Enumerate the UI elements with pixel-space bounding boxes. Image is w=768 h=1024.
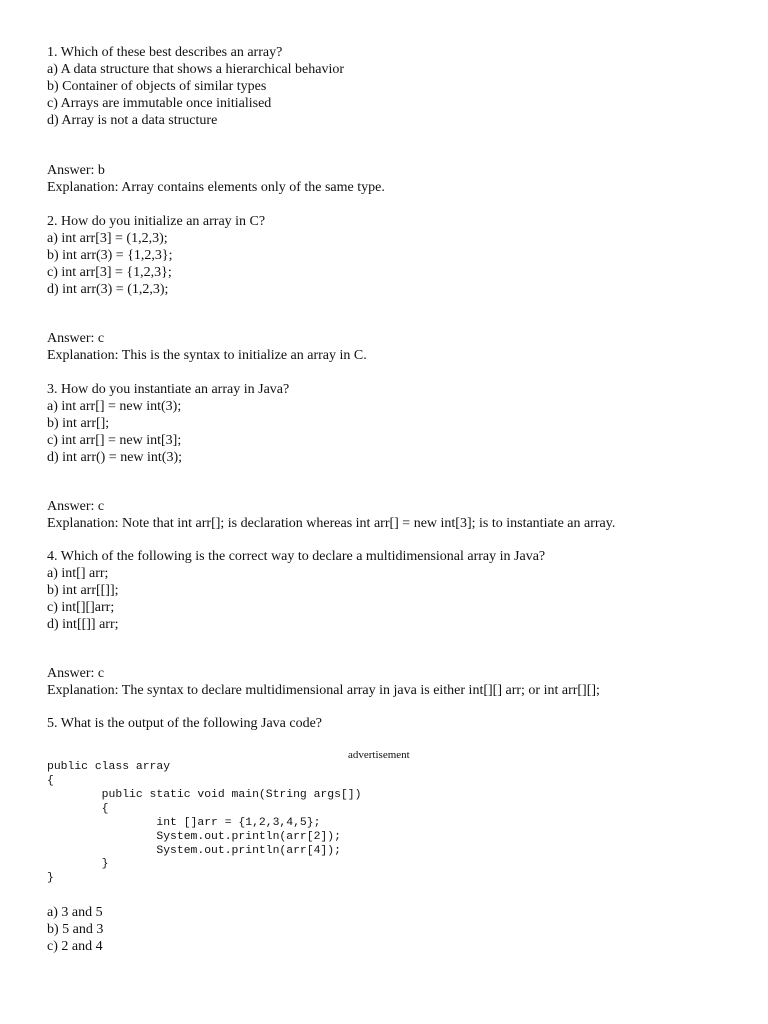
code-line: int []arr = {1,2,3,4,5};: [47, 817, 321, 829]
question-4-option-b: b) int arr[[]];: [47, 583, 119, 598]
code-line: {: [47, 803, 109, 815]
question-2-option-a: a) int arr[3] = (1,2,3);: [47, 231, 168, 246]
question-3-text: 3. How do you instantiate an array in Java?: [47, 382, 290, 397]
question-2-option-c: c) int arr[3] = {1,2,3};: [47, 265, 172, 280]
question-5-option-c: c) 2 and 4: [47, 939, 103, 954]
question-1-answer: Answer: b: [47, 163, 105, 178]
question-3-option-c: c) int arr[] = new int[3];: [47, 433, 182, 448]
question-3-option-a: a) int arr[] = new int(3);: [47, 399, 182, 414]
code-line: }: [47, 872, 54, 884]
code-line: System.out.println(arr[2]);: [47, 831, 341, 843]
question-1-text: 1. Which of these best describes an array?: [47, 45, 283, 60]
code-line: public static void main(String args[]): [47, 789, 362, 801]
question-3-explanation: Explanation: Note that int arr[]; is declaration whereas int arr[] = new int[3]; is to instantiate an array.: [47, 516, 616, 531]
code-line: System.out.println(arr[4]);: [47, 845, 341, 857]
question-1-option-d: d) Array is not a data structure: [47, 113, 218, 128]
question-4-text: 4. Which of the following is the correct way to declare a multidimensional array in Java?: [47, 549, 546, 564]
question-2-answer: Answer: c: [47, 331, 105, 346]
question-5-option-b: b) 5 and 3: [47, 922, 104, 937]
question-3-answer: Answer: c: [47, 499, 105, 514]
question-4-option-d: d) int[[]] arr;: [47, 617, 119, 632]
code-line: public class array: [47, 761, 171, 773]
question-1-explanation: Explanation: Array contains elements only of the same type.: [47, 180, 385, 195]
question-4-option-c: c) int[][]arr;: [47, 600, 115, 615]
question-4-explanation: Explanation: The syntax to declare multidimensional array in java is either int[][] arr; or int arr[][];: [47, 683, 600, 698]
question-2-explanation: Explanation: This is the syntax to initialize an array in C.: [47, 348, 367, 363]
question-1-option-b: b) Container of objects of similar types: [47, 79, 267, 94]
question-3-option-b: b) int arr[];: [47, 416, 110, 431]
question-3-option-d: d) int arr() = new int(3);: [47, 450, 183, 465]
question-2-option-b: b) int arr(3) = {1,2,3};: [47, 248, 173, 263]
question-1-option-a: a) A data structure that shows a hierarchical behavior: [47, 62, 344, 77]
question-4-option-a: a) int[] arr;: [47, 566, 109, 581]
advertisement-label: advertisement: [348, 749, 410, 761]
question-2-text: 2. How do you initialize an array in C?: [47, 214, 266, 229]
question-5-text: 5. What is the output of the following Java code?: [47, 716, 323, 731]
question-5-option-a: a) 3 and 5: [47, 905, 103, 920]
question-4-answer: Answer: c: [47, 666, 105, 681]
question-2-option-d: d) int arr(3) = (1,2,3);: [47, 282, 169, 297]
code-line: }: [47, 858, 109, 870]
code-line: {: [47, 775, 54, 787]
question-1-option-c: c) Arrays are immutable once initialised: [47, 96, 272, 111]
